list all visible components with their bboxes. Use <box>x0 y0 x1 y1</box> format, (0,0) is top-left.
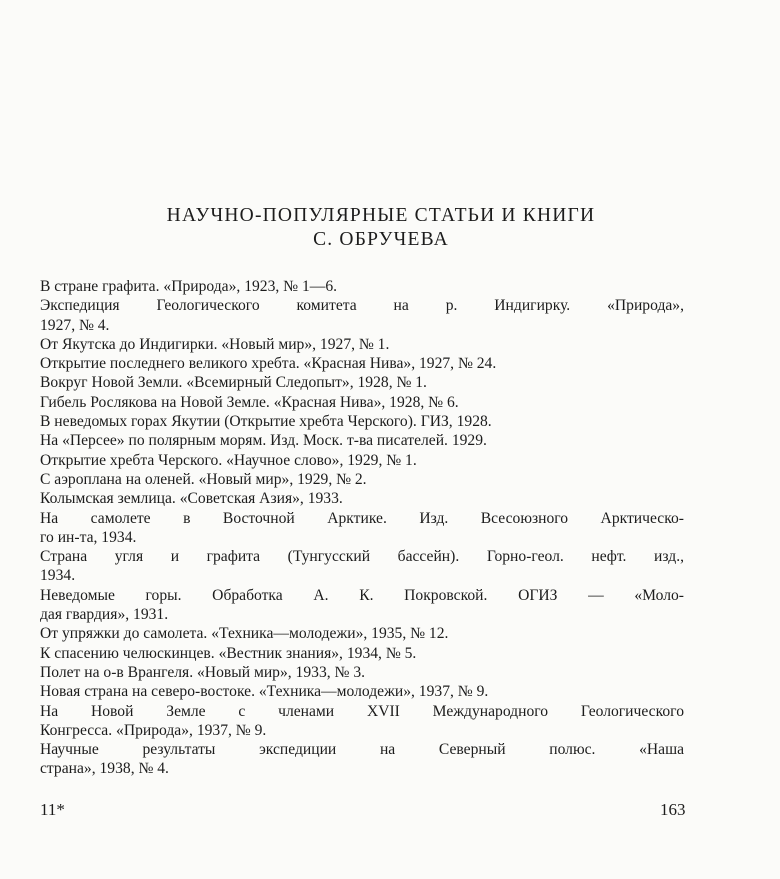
bibliography-entry: Колымская землица. «Советская Азия», 1933. <box>40 490 343 508</box>
bibliography-entry: Неведомые горы. Обработка А. К. Покровской. ОГИЗ — «Моло- дая гвардия», 1931. <box>40 586 684 624</box>
bibliography-entry: К спасению челюскинцев. «Вестник знания», 1934, № 5. <box>40 644 417 662</box>
bibliography-entry: На Новой Земле с членами XVII Международного Геологического Конгресса. «Природа», 1937, № 9. <box>40 702 684 739</box>
bibliography-entry: С аэроплана на оленей. «Новый мир», 1929, № 2. <box>40 470 367 488</box>
bibliography-entry: На самолете в Восточной Арктике. Изд. Всесоюзного Арктическо- го ин-та, 1934. <box>40 509 684 546</box>
heading-line-2: С. ОБРУЧЕВА <box>313 229 449 250</box>
heading-line-1: НАУЧНО-ПОПУЛЯРНЫЕ СТАТЬИ И КНИГИ <box>166 205 596 226</box>
bibliography-entry: Гибель Рослякова на Новой Земле. «Красная Нива», 1928, № 6. <box>40 393 459 411</box>
bibliography-entry: Открытие последнего великого хребта. «Красная Нива», 1927, № 24. <box>40 355 497 373</box>
bibliography-entry: От Якутска до Индигирки. «Новый мир», 1927, № 1. <box>40 335 390 353</box>
bibliography-entry: Страна угля и графита (Тунгусский бассейн). Горно-геол. нефт. изд., 1934. <box>40 548 684 585</box>
section-heading <box>40 204 722 252</box>
bibliography-entry: Научные результаты экспедиции на Северный полюс. «Наша страна», 1938, № 4. <box>40 741 684 778</box>
bibliography-entry: Полет на о-в Врангеля. «Новый мир», 1933, № 3. <box>40 663 366 681</box>
bibliography-entry: Вокруг Новой Земли. «Всемирный Следопыт», 1928, № 1. <box>40 374 427 392</box>
bibliography-entry: В стране графита. «Природа», 1923, № 1—6. <box>40 278 338 295</box>
bibliography-entry: На «Персее» по полярным морям. Изд. Моск. т-ва писателей. 1929. <box>40 432 487 450</box>
bibliography-entry: В неведомых горах Якутии (Открытие хребта Черского). ГИЗ, 1928. <box>40 413 492 431</box>
bibliography-entry: Новая страна на северо-востоке. «Техника—молодежи», 1937, № 9. <box>40 683 489 701</box>
bibliography-entry: Открытие хребта Черского. «Научное слово», 1929, № 1. <box>40 451 417 469</box>
bibliography-list <box>40 277 684 779</box>
page-number: 163 <box>660 800 686 819</box>
signature-mark: 11* <box>40 800 65 819</box>
bibliography-entry: Экспедиция Геологического комитета на р. Индигирку. «Природа», 1927, № 4. <box>40 297 684 334</box>
bibliography-entry: От упряжки до самолета. «Техника—молодежи», 1935, № 12. <box>40 625 449 643</box>
